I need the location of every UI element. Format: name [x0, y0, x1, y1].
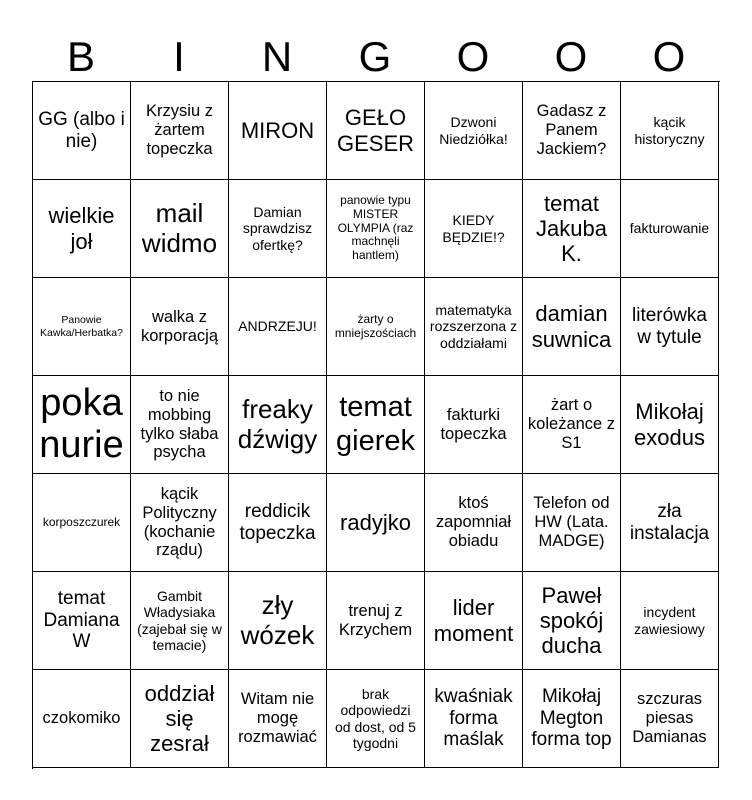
bingo-cell[interactable]: zła instalacja [621, 474, 719, 572]
bingo-cell[interactable]: żarty o mniejszościach [327, 278, 425, 376]
bingo-cell[interactable]: Panowie Kawka/Herbatka? [33, 278, 131, 376]
bingo-cell[interactable]: wielkie joł [33, 180, 131, 278]
bingo-header [32, 32, 718, 82]
bingo-cell[interactable]: Paweł spokój ducha [523, 572, 621, 670]
bingo-cell[interactable]: Dzwoni Niedziółka! [425, 82, 523, 180]
bingo-cell[interactable]: kącik historyczny [621, 82, 719, 180]
bingo-cell[interactable]: trenuj z Krzychem [327, 572, 425, 670]
bingo-cell[interactable]: czokomiko [33, 670, 131, 768]
bingo-cell[interactable]: brak odpowiedzi od dost, od 5 tygodni [327, 670, 425, 768]
bingo-cell[interactable]: walka z korporacją [131, 278, 229, 376]
bingo-cell[interactable]: kącik Polityczny (kochanie rządu) [131, 474, 229, 572]
header-letter: N [261, 33, 293, 80]
bingo-cell[interactable]: żart o koleżance z S1 [523, 376, 621, 474]
bingo-cell[interactable]: freaky dźwigy [229, 376, 327, 474]
header-letter: G [358, 33, 392, 80]
bingo-cell[interactable]: Gadasz z Panem Jackiem? [523, 82, 621, 180]
bingo-cell[interactable]: oddział się zesrał [131, 670, 229, 768]
bingo-cell[interactable]: temat gierek [327, 376, 425, 474]
bingo-cell[interactable]: Gambit Władysiaka (zajebał się w temacie) [131, 572, 229, 670]
bingo-cell[interactable]: mail widmo [131, 180, 229, 278]
header-letter: O [652, 33, 686, 80]
bingo-cell[interactable]: fakturki topeczka [425, 376, 523, 474]
bingo-cell[interactable]: Mikołaj Megton forma top [523, 670, 621, 768]
bingo-cell[interactable]: Witam nie mogę rozmawiać [229, 670, 327, 768]
bingo-cell[interactable]: GG (albo i nie) [33, 82, 131, 180]
bingo-cell[interactable]: reddicik topeczka [229, 474, 327, 572]
bingo-cell[interactable]: ktoś zapomniał obiadu [425, 474, 523, 572]
bingo-cell[interactable]: korposzczurek [33, 474, 131, 572]
bingo-cell[interactable]: lider moment [425, 572, 523, 670]
bingo-cell[interactable]: Telefon od HW (Lata. MADGE) [523, 474, 621, 572]
bingo-cell[interactable]: kwaśniak forma maślak [425, 670, 523, 768]
bingo-cell[interactable]: radyjko [327, 474, 425, 572]
header-letter: B [66, 33, 95, 80]
bingo-cell[interactable]: incydent zawiesiowy [621, 572, 719, 670]
bingo-board [32, 81, 720, 769]
bingo-cell[interactable]: Mikołaj exodus [621, 376, 719, 474]
bingo-cell[interactable]: fakturowanie [621, 180, 719, 278]
bingo-cell[interactable]: literówka w tytule [621, 278, 719, 376]
bingo-cell[interactable]: matematyka rozszerzona z oddziałami [425, 278, 523, 376]
bingo-cell[interactable]: temat Damiana W [33, 572, 131, 670]
bingo-cell[interactable]: KIEDY BĘDZIE!? [425, 180, 523, 278]
bingo-cell[interactable]: Krzysiu z żartem topeczka [131, 82, 229, 180]
bingo-cell[interactable]: to nie mobbing tylko słaba psycha [131, 376, 229, 474]
header-letter: O [554, 33, 588, 80]
bingo-cell[interactable]: panowie typu MISTER OLYMPIA (raz machnęli hantlem) [327, 180, 425, 278]
bingo-cell[interactable]: szczuras piesas Damianas [621, 670, 719, 768]
header-letter: I [173, 33, 185, 80]
bingo-cell[interactable]: Damian sprawdzisz ofertkę? [229, 180, 327, 278]
bingo-cell[interactable]: zły wózek [229, 572, 327, 670]
bingo-cell[interactable]: poka nurie [33, 376, 131, 474]
bingo-cell[interactable]: ANDRZEJU! [229, 278, 327, 376]
bingo-cell[interactable]: MIRON [229, 82, 327, 180]
bingo-cell[interactable]: temat Jakuba K. [523, 180, 621, 278]
bingo-cell[interactable]: damian suwnica [523, 278, 621, 376]
bingo-cell[interactable]: GEŁO GESER [327, 82, 425, 180]
header-letter: O [456, 33, 490, 80]
